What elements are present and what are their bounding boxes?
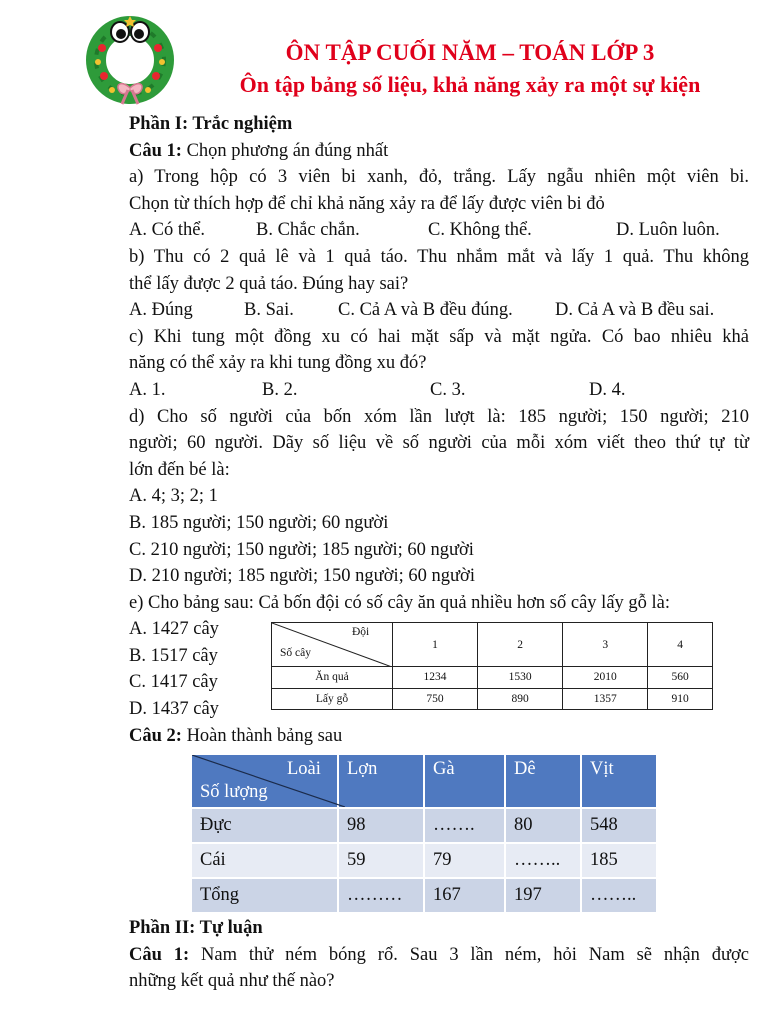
animals-cell: 197 — [506, 879, 580, 912]
q1b-line2: thể lấy được 2 quả táo. Đúng hay sai? — [129, 273, 409, 294]
trees-cell: 750 — [393, 688, 478, 710]
animals-cell: 185 — [582, 844, 656, 877]
page-subtitle: Ôn tập bảng số liệu, khả năng xảy ra một sự kiện — [239, 72, 701, 97]
animals-table — [190, 753, 658, 914]
diagonal-line — [272, 623, 392, 667]
animals-cell: 167 — [425, 879, 504, 912]
q1a-options — [129, 217, 749, 244]
animals-corner-top: Loài — [287, 759, 321, 779]
trees-cell: 890 — [478, 688, 563, 710]
q1a-option-a[interactable]: A. Có thể. — [129, 220, 206, 241]
q1a-option-d[interactable]: D. Luôn luôn. — [616, 220, 720, 241]
animals-row-total — [192, 879, 656, 912]
trees-row-fruit — [272, 667, 713, 689]
q2-prompt — [129, 723, 749, 750]
q1b-line1: b) Thu có 2 quả lê và 1 quả táo. Thu nhắm mắt và lấy 1 quả. Thu không — [129, 246, 749, 267]
trees-table-corner — [272, 623, 393, 667]
q1c-option-b[interactable]: B. 2. — [262, 379, 298, 400]
animals-cell: 59 — [339, 844, 423, 877]
q1d-option-c[interactable]: C. 210 người; 150 người; 185 người; 60 người — [129, 539, 474, 560]
q1e-option-a[interactable]: A. 1427 cây — [129, 619, 219, 640]
animals-column-header: Vịt — [582, 755, 656, 807]
animals-cell-blank[interactable]: …….. — [506, 844, 580, 877]
trees-row-label: Lấy gỗ — [272, 688, 393, 710]
q1c-option-c[interactable]: C. 3. — [430, 379, 466, 400]
trees-cell: 1530 — [478, 667, 563, 689]
p2q1-label: Câu 1: — [129, 944, 190, 965]
animals-corner-bottom: Số lượng — [200, 782, 268, 802]
animals-row-label: Cái — [192, 844, 337, 877]
trees-cell: 1234 — [393, 667, 478, 689]
trees-cell: 1357 — [563, 688, 648, 710]
p2q1-line2: những kết quả như thế nào? — [129, 971, 335, 992]
q1-prompt — [129, 138, 749, 165]
trees-team-header: 4 — [648, 623, 713, 667]
animals-column-header: Gà — [425, 755, 504, 807]
q1d-option-d[interactable]: D. 210 người; 185 người; 150 người; 60 người — [129, 566, 475, 587]
q1e-option-c[interactable]: C. 1417 cây — [129, 672, 218, 693]
q1c-options — [129, 377, 749, 404]
animals-row-male — [192, 809, 656, 842]
animals-column-header: Dê — [506, 755, 580, 807]
q2-label: Câu 2: — [129, 725, 182, 746]
animals-cell-blank[interactable]: …….. — [582, 879, 656, 912]
trees-cell: 560 — [648, 667, 713, 689]
trees-corner-top: Đội — [352, 626, 370, 638]
q1e-line1: e) Cho bảng sau: Cả bốn đội có số cây ăn quả nhiều hơn số cây lấy gỗ là: — [129, 592, 671, 613]
q1c-option-d[interactable]: D. 4. — [589, 379, 626, 400]
animals-table-corner — [192, 755, 337, 807]
animals-cell: 80 — [506, 809, 580, 842]
q1a-line1: a) Trong hộp có 3 viên bi xanh, đỏ, trắng. Lấy ngẫu nhiên một viên bi. — [129, 167, 749, 188]
animals-row-female — [192, 844, 656, 877]
trees-table — [271, 622, 713, 710]
q1d-option-b[interactable]: B. 185 người; 150 người; 60 người — [129, 512, 389, 533]
animals-cell-blank[interactable]: ……. — [425, 809, 504, 842]
trees-row-label: Ăn quả — [272, 667, 393, 689]
animals-cell: 548 — [582, 809, 656, 842]
trees-corner-bottom: Số cây — [280, 647, 311, 659]
q1e-option-b[interactable]: B. 1517 cây — [129, 645, 218, 666]
q1b-option-c[interactable]: C. Cả A và B đều đúng. — [338, 300, 513, 321]
q1c-line2: năng có thể xảy ra khi tung đồng xu đó? — [129, 353, 427, 374]
trees-team-header: 3 — [563, 623, 648, 667]
q1d-line3: lớn đến bé là: — [129, 459, 230, 480]
animals-cell-blank[interactable]: ……… — [339, 879, 423, 912]
q1b-option-a[interactable]: A. Đúng — [129, 300, 193, 321]
q1b-option-d[interactable]: D. Cả A và B đều sai. — [555, 300, 715, 321]
christmas-wreath-icon — [82, 10, 178, 106]
p2q1-line1 — [129, 942, 749, 969]
q1-label: Câu 1: — [129, 140, 182, 161]
q1a-option-b[interactable]: B. Chắc chắn. — [256, 220, 360, 241]
trees-cell: 2010 — [563, 667, 648, 689]
part1-heading: Phần I: Trắc nghiệm — [129, 114, 293, 134]
trees-team-header: 1 — [393, 623, 478, 667]
trees-cell: 910 — [648, 688, 713, 710]
q1c-option-a[interactable]: A. 1. — [129, 379, 166, 400]
animals-column-header: Lợn — [339, 755, 423, 807]
q1d-option-a[interactable]: A. 4; 3; 2; 1 — [129, 486, 218, 507]
page-title: ÔN TẬP CUỐI NĂM – TOÁN LỚP 3 — [285, 40, 655, 65]
q1d-line2: người; 60 người. Dãy số liệu về số người của mỗi xóm viết theo thứ tự từ — [129, 433, 749, 454]
trees-team-header: 2 — [478, 623, 563, 667]
q1a-option-c[interactable]: C. Không thể. — [428, 220, 532, 241]
q1e-option-d[interactable]: D. 1437 cây — [129, 699, 219, 720]
q1c-line1: c) Khi tung một đồng xu có hai mặt sấp và mặt ngửa. Có bao nhiêu khả — [129, 326, 749, 347]
trees-row-wood — [272, 688, 713, 710]
animals-row-label: Đực — [192, 809, 337, 842]
q1b-option-b[interactable]: B. Sai. — [244, 300, 294, 321]
q1d-line1: d) Cho số người của bốn xóm lần lượt là: 185 người; 150 người; 210 — [129, 406, 749, 427]
animals-cell: 98 — [339, 809, 423, 842]
animals-row-label: Tổng — [192, 879, 337, 912]
q1-text: Chọn phương án đúng nhất — [181, 140, 389, 161]
q1b-options — [129, 297, 749, 324]
part2-heading: Phần II: Tự luận — [129, 918, 263, 938]
p2q1-text: Nam thử ném bóng rổ. Sau 3 lần ném, hỏi Nam sẽ nhận được — [189, 944, 749, 965]
animals-cell: 79 — [425, 844, 504, 877]
q1a-line2: Chọn từ thích hợp để chỉ khả năng xảy ra để lấy được viên bi đỏ — [129, 193, 605, 214]
part2-content — [129, 915, 749, 995]
q2-text: Hoàn thành bảng sau — [181, 725, 343, 746]
